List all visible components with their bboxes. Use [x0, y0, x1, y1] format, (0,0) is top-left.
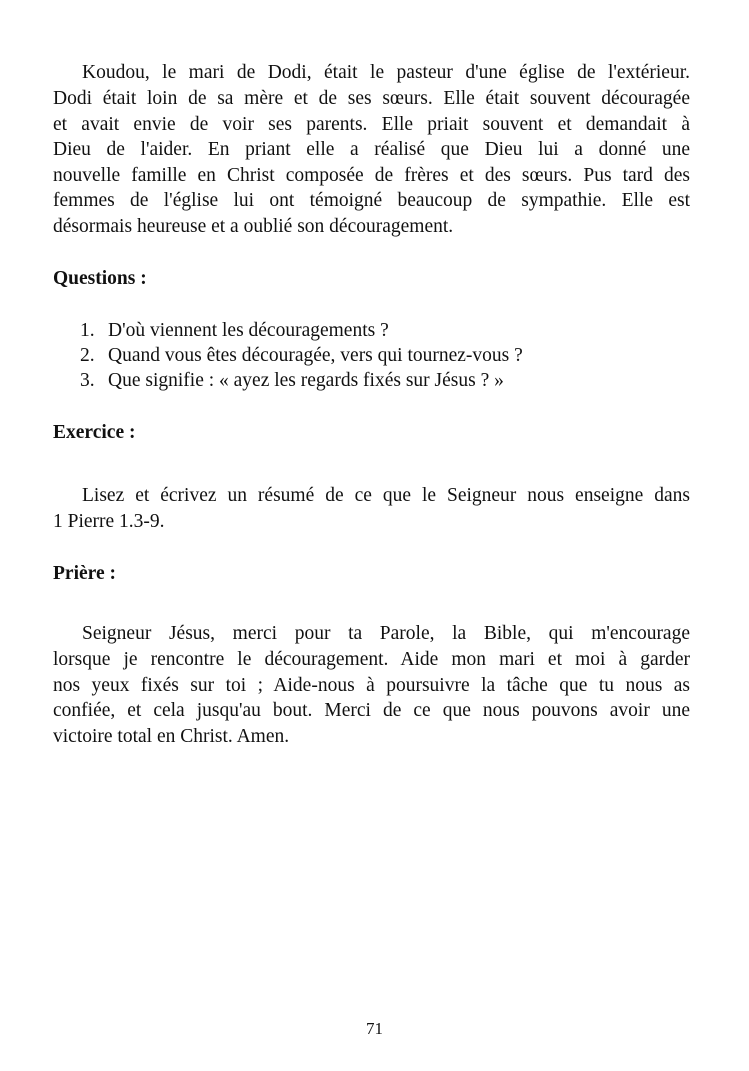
question-text: D'où viennent les découragements ?: [108, 320, 389, 341]
paragraph-line: désormais heureuse et a oublié son découragement.: [53, 216, 454, 237]
paragraph-line: femmes de l'église lui ont témoigné beaucoup de sympathie. Elle est: [53, 190, 690, 211]
question-number: 2.: [80, 345, 95, 366]
priere-heading: Prière :: [53, 563, 116, 584]
priere-line: confiée, et cela jusqu'au bout. Merci de ce que nous pouvons avoir une: [53, 700, 690, 721]
question-item: [80, 319, 717, 343]
paragraph-line: et avait envie de voir ses parents. Elle priait souvent et demandait à: [53, 114, 690, 135]
paragraph-line: Dieu de l'aider. En priant elle a réalisé que Dieu lui a donné une: [53, 139, 690, 160]
question-text: Que signifie : « ayez les regards fixés sur Jésus ? »: [108, 370, 504, 391]
paragraph-line: Koudou, le mari de Dodi, était le pasteur d'une église de l'extérieur.: [82, 62, 690, 83]
question-number: 3.: [80, 370, 95, 391]
priere-line: victoire total en Christ. Amen.: [53, 726, 290, 747]
questions-heading: Questions :: [53, 268, 147, 289]
exercice-line: Lisez et écrivez un résumé de ce que le Seigneur nous enseigne dans: [82, 485, 690, 506]
priere-line: Seigneur Jésus, merci pour ta Parole, la Bible, qui m'encourage: [82, 623, 690, 644]
question-item: [80, 344, 717, 368]
page-number: 71: [366, 1019, 383, 1038]
question-number: 1.: [80, 320, 95, 341]
question-text: Quand vous êtes découragée, vers qui tournez-vous ?: [108, 345, 523, 366]
exercice-heading: Exercice :: [53, 422, 136, 443]
priere-line: nos yeux fixés sur toi ; Aide-nous à poursuivre la tâche que tu nous as: [53, 675, 690, 696]
exercice-line: 1 Pierre 1.3-9.: [53, 511, 165, 532]
priere-line: lorsque je rencontre le découragement. Aide mon mari et moi à garder: [53, 649, 690, 670]
paragraph-line: nouvelle famille en Christ composée de frères et des sœurs. Pus tard des: [53, 165, 690, 186]
question-item: [80, 369, 717, 393]
paragraph-line: Dodi était loin de sa mère et de ses sœurs. Elle était souvent découragée: [53, 88, 690, 109]
